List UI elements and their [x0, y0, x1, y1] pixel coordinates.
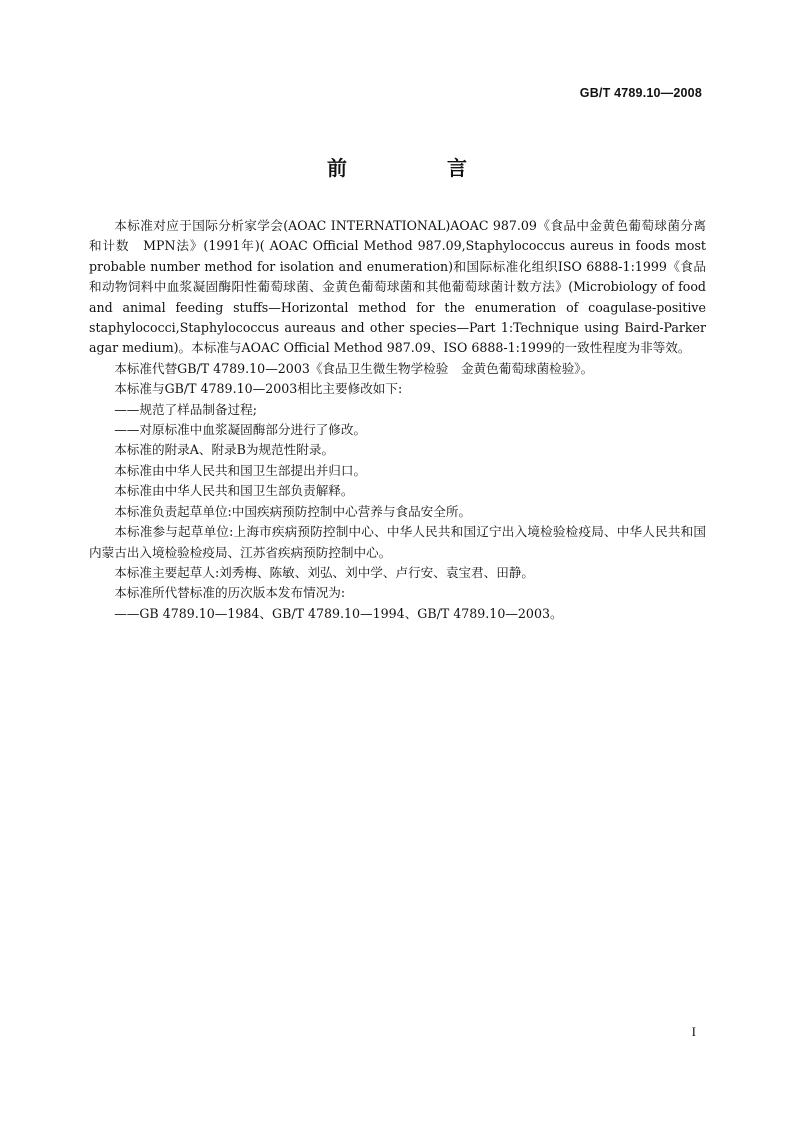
paragraph-annex: 本标准的附录A、附录B为规范性附录。: [114, 442, 335, 458]
paragraph-interpreter: 本标准由中华人民共和国卫生部负责解释。: [114, 483, 354, 499]
list-item: ——GB 4789.10—1984、GB/T 4789.10—1994、GB/T 4789.10—2003。: [114, 605, 563, 621]
paragraph-participating-units: 本标准参与起草单位:上海市疾病预防控制中心、中华人民共和国辽宁出入境检验检疫局、中华人民共和国内蒙古出入境检验检疫局、江苏省疾病预防控制中心。: [89, 524, 706, 560]
foreword-body: [89, 216, 706, 624]
list-item: ——规范了样品制备过程;: [114, 401, 257, 417]
page-number: I: [691, 1024, 696, 1039]
paragraph-correspondence: 本标准对应于国际分析家学会(AOAC INTERNATIONAL)AOAC 987.09《食品中金黄色葡萄球菌分离和计数 MPN法》(1991年)( AOAC Official Method 987.09,Staphylococcus aureus in foods most probable number method for isolation and enumeration)和国际标准化组织ISO 6888-1:1999《食品和动物饲料中血浆凝固酶阳性葡萄球菌、金黄色葡萄球菌和其他葡萄球菌计数方法》(Microbiology of food and animal feeding stuffs—Horizontal method for the enumeration of coagulase-positive staphylococci,Staphylococcus aureaus and other species—Part 1:Technique using Baird-Parker agar medium)。本标准与AOAC Official Method 987.09、ISO 6888-1:1999的一致性程度为非等效。: [89, 218, 706, 356]
standard-code: GB/T 4789.10—2008: [579, 86, 702, 100]
paragraph-history-intro: 本标准所代替标准的历次版本发布情况为:: [114, 585, 346, 601]
paragraph-drafting-unit: 本标准负责起草单位:中国疾病预防控制中心营养与食品安全所。: [114, 503, 472, 519]
paragraph-drafters: 本标准主要起草人:刘秀梅、陈敏、刘弘、刘中学、卢行安、袁宝君、田静。: [114, 564, 535, 580]
page-title: 前 言: [327, 156, 507, 180]
list-item: ——对原标准中血浆凝固酶部分进行了修改。: [114, 422, 367, 438]
paragraph-changes-intro: 本标准与GB/T 4789.10—2003相比主要修改如下:: [114, 381, 403, 397]
paragraph-replaces: 本标准代替GB/T 4789.10—2003《食品卫生微生物学检验 金黄色葡萄球菌检验》。: [114, 360, 594, 376]
paragraph-proposer: 本标准由中华人民共和国卫生部提出并归口。: [114, 462, 367, 478]
